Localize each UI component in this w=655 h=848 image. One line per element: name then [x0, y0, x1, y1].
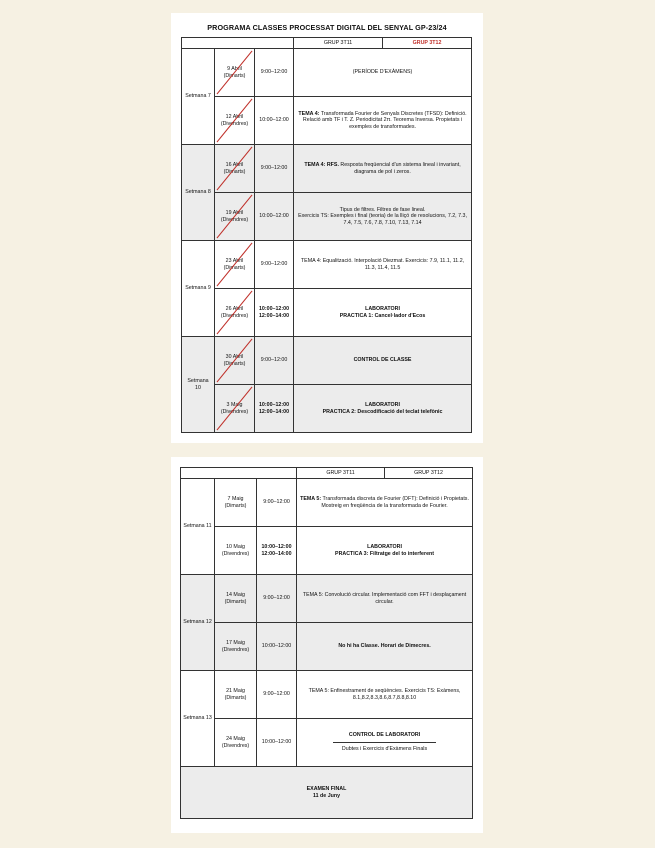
week-label: Setmana 9: [182, 241, 215, 337]
date-text: 21 Maig: [226, 687, 245, 694]
content-text: Exercicis TS: Exemples i final (teoria) de la lliçó de resolucions, 7.2, 7.3, 7.4, 7.5, 7.6, 7.8, 7.10, 7.13, 7.14: [298, 213, 467, 226]
header-group-b: GRUP 3T12: [385, 468, 473, 479]
content-cell: [294, 145, 472, 193]
time-text-2: 12:00–14:00: [261, 550, 292, 557]
day-text: (Dimarts): [223, 72, 246, 79]
date-text: 23 Abril: [225, 257, 244, 264]
day-text: (Dimarts): [224, 694, 247, 701]
day-text: (Dimarts): [223, 264, 246, 271]
content-text: Transformada discreta de Fourier (DFT): Definició i Propietats. Mostreig en freqüència de la transformada de Fourier.: [321, 495, 469, 509]
content-cell: CONTROL DE CLASSE: [294, 337, 472, 385]
day-text: (Divendres): [220, 120, 249, 127]
week-label: Setmana 13: [181, 671, 215, 767]
document-title: PROGRAMA CLASSES PROCESSAT DIGITAL DEL SENYAL GP-23/24: [207, 23, 447, 32]
schedule-page-1: [171, 13, 483, 443]
content-cell: [294, 289, 472, 337]
date-cell: [215, 479, 257, 527]
time-text: 10:00–12:00: [258, 401, 290, 408]
content-subheading: PRACTICA 2: Descodificació del teclat telefònic: [322, 408, 443, 415]
time-cell: [255, 289, 294, 337]
time-cell: [257, 527, 297, 575]
time-cell: 9:00–12:00: [255, 241, 294, 289]
content-cell: [294, 97, 472, 145]
date-cell: [215, 145, 255, 193]
time-cell: 10:00–12:00: [255, 97, 294, 145]
content-cell: [297, 527, 473, 575]
separator-line: [333, 742, 436, 743]
content-heading: LABORATORI: [367, 543, 402, 550]
content-topic: TEMA 4:: [298, 110, 320, 117]
content-cell: TEMA 5: Enfinestrament de seqüències. Exercicis TS: Exàmens, 8.1,8.2,8.3,8.6,8.7,8.8,8.10: [297, 671, 473, 719]
final-exam-date: 11 de Juny: [312, 792, 341, 799]
date-text: 12 Abril: [225, 113, 244, 120]
day-text: (Divendres): [221, 646, 250, 653]
day-text: (Divendres): [221, 742, 250, 749]
content-text: Dubtes i Exercicis d'Exàmens Finals: [341, 746, 428, 752]
time-cell: 10:00–12:00: [257, 719, 297, 767]
time-cell: 10:00–12:00: [255, 193, 294, 241]
strike-mark: [215, 289, 254, 336]
day-text: (Dimarts): [223, 168, 246, 175]
week-label: Setmana 12: [181, 575, 215, 671]
header-group-a: GRUP 3T11: [297, 468, 385, 479]
content-cell: [294, 193, 472, 241]
time-text: 10:00–12:00: [258, 305, 290, 312]
date-cell: [215, 49, 255, 97]
date-cell: [215, 719, 257, 767]
date-text: 16 Abril: [225, 161, 244, 168]
content-cell: (PERÍODE D'EXÀMENS): [294, 49, 472, 97]
date-text: 24 Maig: [226, 735, 245, 742]
week-label: Setmana 11: [181, 479, 215, 575]
time-cell: 9:00–12:00: [255, 337, 294, 385]
date-cell: [215, 527, 257, 575]
content-topic: TEMA 4: RFS.: [304, 161, 339, 168]
day-text: (Divendres): [221, 550, 250, 557]
day-text: (Divendres): [220, 216, 249, 223]
day-text: (Divendres): [220, 408, 249, 415]
schedule-table-1: [181, 37, 472, 433]
header-group-b: GRUP 3T12: [383, 38, 472, 49]
content-cell: TEMA 4: Equalització. Interpolació Diezmat. Exercicis: 7.9, 11.1, 11.2, 11.3, 11.4, 11.5: [294, 241, 472, 289]
time-cell: 10:00–12:00: [257, 623, 297, 671]
content-cell: TEMA 5: Convolució circular. Implementació com FFT i desplaçament circular.: [297, 575, 473, 623]
schedule-table-2: [180, 467, 473, 819]
day-text: (Dimarts): [223, 360, 246, 367]
date-text: 19 Abril: [225, 209, 244, 216]
date-text: 3 Maig: [226, 401, 243, 408]
date-text: 14 Maig: [226, 591, 245, 598]
content-subheading: PRACTICA 1: Cancel·lador d'Ecos: [339, 312, 426, 319]
content-text: Transformada Fourier de Senyals Discretes (TFSD): Definició. Relació amb TF i T. Z. Periodicitat 2π. Teorema Inversa. Propietats i exemples de transformades.: [302, 110, 467, 130]
strike-mark: [215, 337, 254, 384]
date-cell: [215, 337, 255, 385]
date-text: 17 Maig: [226, 639, 245, 646]
content-cell: [297, 719, 473, 767]
header-empty-cell: [182, 38, 294, 49]
strike-mark: [215, 385, 254, 432]
final-exam-cell: [181, 767, 473, 819]
day-text: (Dimarts): [224, 598, 247, 605]
date-cell: [215, 289, 255, 337]
final-exam-title: EXAMEN FINAL: [306, 785, 347, 792]
strike-mark: [215, 193, 254, 240]
date-cell: [215, 385, 255, 433]
week-label: Setmana 7: [182, 49, 215, 145]
time-text-2: 12:00–14:00: [258, 312, 290, 319]
date-text: 10 Maig: [226, 543, 245, 550]
week-label: Setmana 8: [182, 145, 215, 241]
date-text: 7 Maig: [227, 495, 244, 502]
date-cell: [215, 575, 257, 623]
header-empty-cell: [181, 468, 297, 479]
day-text: (Dimarts): [224, 502, 247, 509]
strike-mark: [215, 145, 254, 192]
content-cell: No hi ha Classe. Horari de Dimecres.: [297, 623, 473, 671]
date-cell: [215, 193, 255, 241]
strike-mark: [215, 49, 254, 96]
content-cell: [297, 479, 473, 527]
time-text: 10:00–12:00: [261, 543, 292, 550]
content-cell: [294, 385, 472, 433]
time-cell: 9:00–12:00: [255, 49, 294, 97]
date-cell: [215, 623, 257, 671]
date-cell: [215, 241, 255, 289]
date-cell: [215, 97, 255, 145]
strike-mark: [215, 97, 254, 144]
content-intro: Tipus de filtres. Filtres de fase lineal.: [339, 206, 426, 213]
content-topic: TEMA 5:: [300, 495, 322, 502]
header-group-a: GRUP 3T11: [294, 38, 383, 49]
time-cell: [255, 385, 294, 433]
time-cell: 9:00–12:00: [257, 575, 297, 623]
date-text: 9 Abril: [227, 65, 242, 72]
date-cell: [215, 671, 257, 719]
schedule-page-2: [171, 457, 483, 833]
strike-mark: [215, 241, 254, 288]
content-heading: LABORATORI: [365, 401, 400, 408]
time-cell: 9:00–12:00: [255, 145, 294, 193]
time-text-2: 12:00–14:00: [258, 408, 290, 415]
time-cell: 9:00–12:00: [257, 671, 297, 719]
date-text: 30 Abril: [225, 353, 244, 360]
content-subheading: PRACTICA 3: Filtratge del to interferent: [335, 550, 435, 557]
day-text: (Divendres): [220, 312, 249, 319]
content-text: Resposta freqüencial d'un sistema lineal i invariant, diagrama de pol i zeros.: [340, 161, 461, 175]
week-label: Setmana 10: [182, 337, 215, 433]
content-heading: CONTROL DE LABORATORI: [348, 732, 421, 739]
time-cell: 9:00–12:00: [257, 479, 297, 527]
content-heading: LABORATORI: [365, 305, 400, 312]
date-text: 26 Abril: [225, 305, 244, 312]
